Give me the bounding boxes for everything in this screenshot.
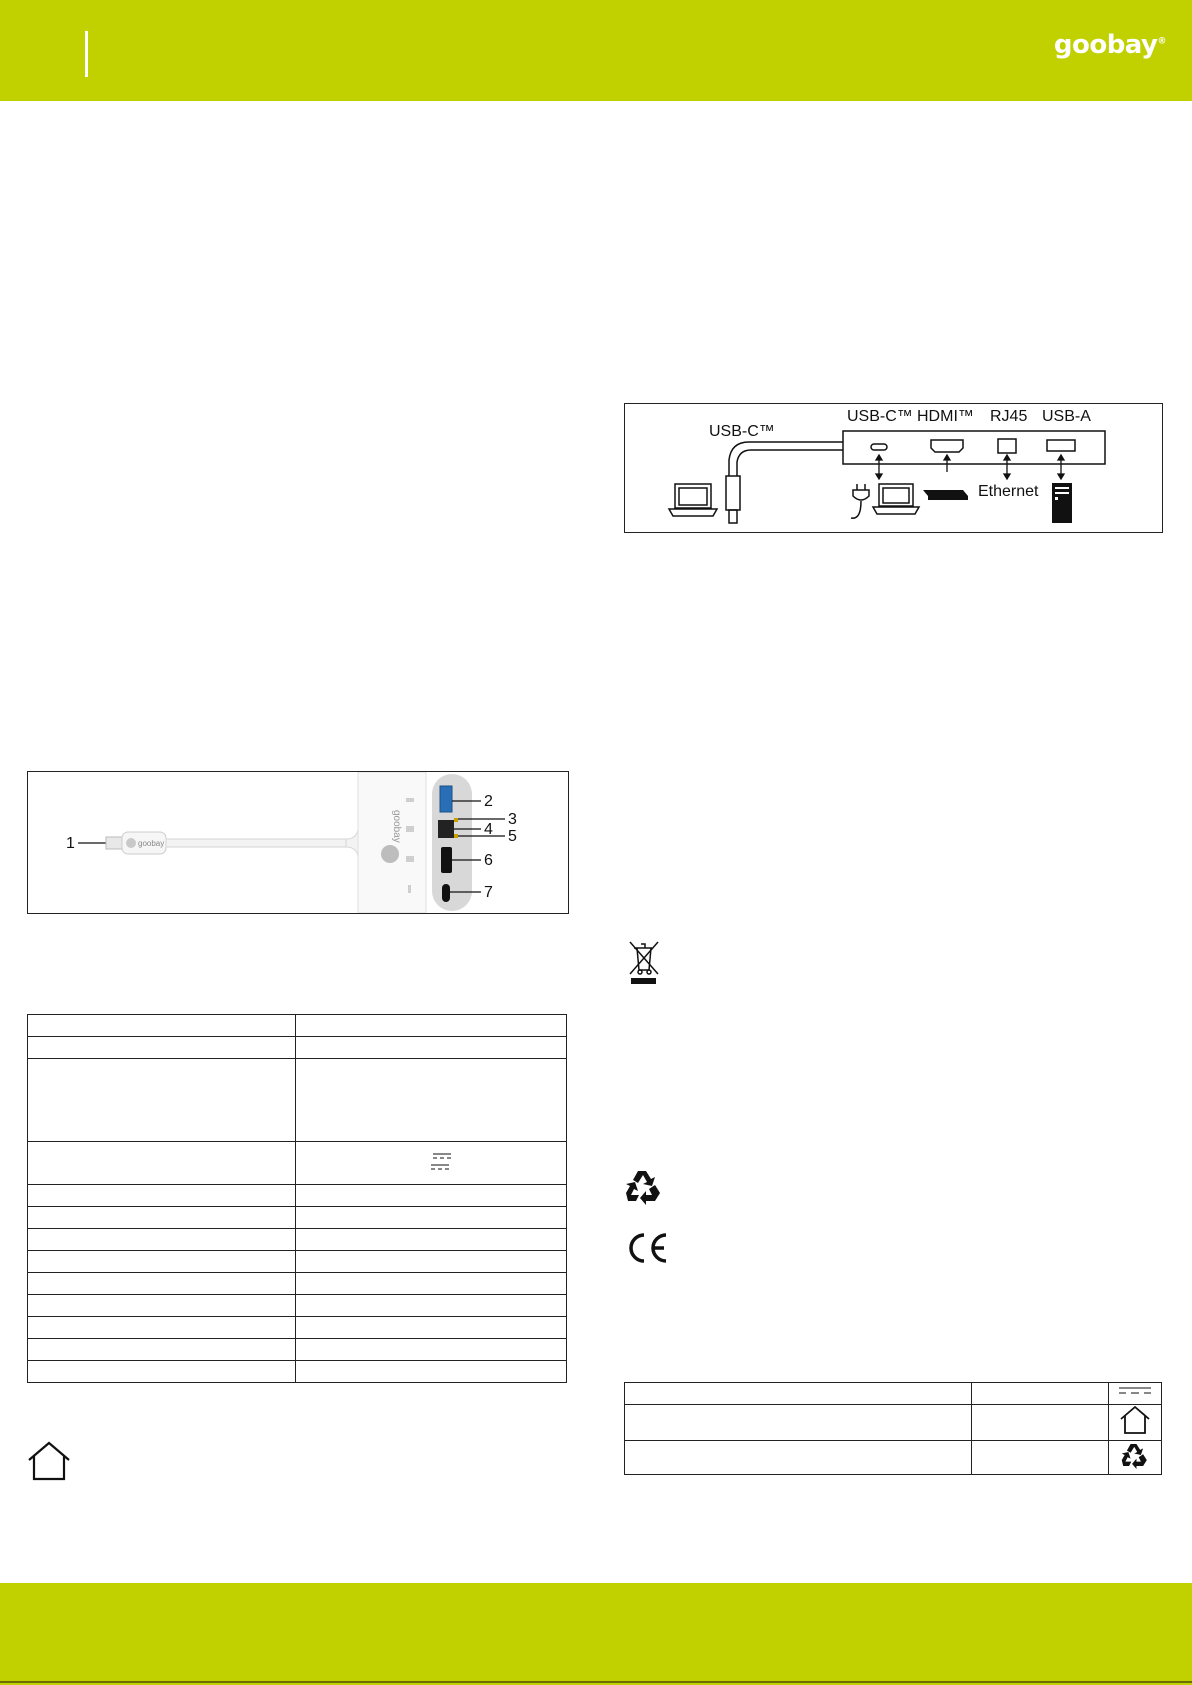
power-plug-icon bbox=[851, 484, 869, 518]
table-row bbox=[28, 1251, 567, 1273]
port-label-hdmi: HDMI™ bbox=[917, 408, 974, 425]
callout-3: 3 bbox=[508, 811, 517, 828]
laptop-icon bbox=[873, 484, 919, 514]
media-player-icon bbox=[923, 490, 968, 500]
table-row bbox=[28, 1339, 567, 1361]
table-row bbox=[28, 1317, 567, 1339]
hdmi-port bbox=[441, 847, 452, 873]
footer-rule bbox=[0, 1681, 1192, 1683]
table-row bbox=[625, 1405, 1162, 1441]
ethernet-label: Ethernet bbox=[978, 483, 1039, 500]
header-band bbox=[0, 0, 1192, 101]
callout-6: 6 bbox=[484, 852, 493, 869]
table-row bbox=[28, 1142, 567, 1185]
table-row bbox=[28, 1037, 567, 1059]
led-indicator bbox=[454, 818, 458, 822]
table-row bbox=[28, 1295, 567, 1317]
usb-c-pd-port bbox=[442, 884, 450, 902]
table-row bbox=[28, 1185, 567, 1207]
hub-body bbox=[843, 431, 1105, 464]
connection-diagram bbox=[624, 403, 1163, 533]
cable-label: USB-C™ bbox=[709, 423, 775, 440]
header-divider bbox=[85, 31, 88, 77]
table-row bbox=[28, 1361, 567, 1383]
dc-symbol bbox=[1117, 1384, 1153, 1398]
table-row bbox=[28, 1015, 567, 1037]
table-row bbox=[625, 1383, 1162, 1405]
weee-bin-icon bbox=[622, 938, 664, 988]
house-icon bbox=[25, 1440, 73, 1482]
callout-2: 2 bbox=[484, 793, 493, 810]
pc-tower-icon bbox=[1052, 483, 1072, 523]
recycle-icon bbox=[1120, 1441, 1150, 1469]
laptop-icon bbox=[669, 484, 717, 516]
logo-text: goobay bbox=[1053, 30, 1158, 60]
logo-registered-mark: ® bbox=[1157, 36, 1166, 47]
usb-c-cable bbox=[726, 442, 843, 523]
svg-text:goobay: goobay bbox=[391, 810, 402, 843]
symbol-table bbox=[624, 1382, 1162, 1475]
port-label-rj45: RJ45 bbox=[990, 408, 1028, 425]
table-row bbox=[28, 1059, 567, 1142]
specification-table bbox=[27, 1014, 567, 1383]
table-row bbox=[28, 1207, 567, 1229]
callout-1: 1 bbox=[66, 835, 75, 852]
recycle-icon bbox=[624, 1167, 664, 1205]
usb-c-connector bbox=[106, 830, 358, 856]
table-row bbox=[625, 1441, 1162, 1475]
callout-4: 4 bbox=[484, 821, 493, 838]
port-label-usb-a: USB-A bbox=[1042, 408, 1091, 425]
port-label-usb-c: USB-C™ bbox=[847, 408, 913, 425]
goobay-logo bbox=[1054, 30, 1166, 60]
footer-band bbox=[0, 1583, 1192, 1685]
connector-brand: goobay bbox=[138, 839, 165, 848]
rj45-port bbox=[438, 820, 454, 838]
dc-symbol bbox=[429, 1148, 453, 1174]
usb-a-port bbox=[440, 786, 452, 812]
table-row bbox=[28, 1229, 567, 1251]
table-row bbox=[28, 1273, 567, 1295]
led-indicator bbox=[454, 834, 458, 838]
ce-mark bbox=[624, 1231, 670, 1265]
product-figure bbox=[27, 771, 569, 914]
callout-7: 7 bbox=[484, 884, 493, 901]
callout-5: 5 bbox=[508, 828, 517, 845]
house-icon bbox=[1118, 1405, 1152, 1435]
